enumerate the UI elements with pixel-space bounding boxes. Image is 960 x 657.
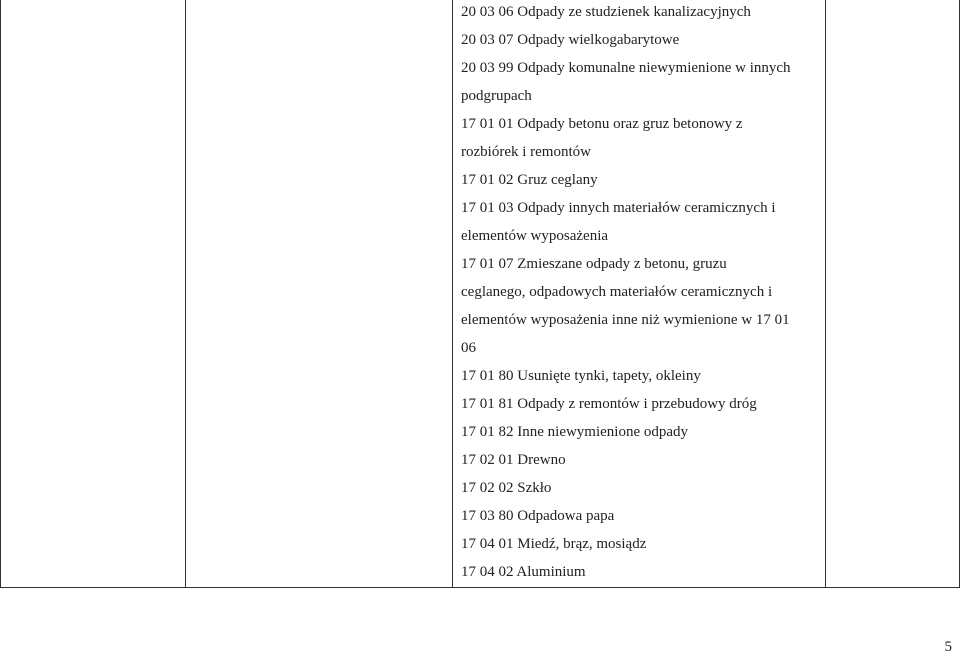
list-item: 20 03 07 Odpady wielkogabarytowe: [461, 32, 680, 48]
list-item: 17 01 01 Odpady betonu oraz gruz betonowy z: [461, 116, 743, 132]
column-divider-3: [825, 0, 826, 588]
list-item: 17 01 82 Inne niewymienione odpady: [461, 424, 689, 440]
list-item: 17 04 02 Aluminium: [461, 564, 586, 580]
list-item: elementów wyposażenia: [461, 228, 609, 244]
table-border-left: [0, 0, 1, 588]
list-item: 17 02 01 Drewno: [461, 452, 566, 468]
page-number: 5: [944, 639, 952, 655]
list-item: 17 01 80 Usunięte tynki, tapety, okleiny: [461, 368, 701, 384]
list-item: elementów wyposażenia inne niż wymienione w 17 01: [461, 312, 790, 328]
list-item: 17 04 01 Miedź, brąz, mosiądz: [461, 536, 647, 552]
list-item: ceglanego, odpadowych materiałów ceramicznych i: [461, 284, 773, 300]
column-divider-1: [185, 0, 186, 588]
list-item: 06: [461, 340, 476, 356]
list-item: 17 02 02 Szkło: [461, 480, 552, 496]
list-item: rozbiórek i remontów: [461, 144, 591, 160]
list-item: 17 01 07 Zmieszane odpady z betonu, gruzu: [461, 256, 727, 272]
list-item: 17 01 03 Odpady innych materiałów ceramicznych i: [461, 200, 776, 216]
list-item: 17 03 80 Odpadowa papa: [461, 508, 615, 524]
list-item: podgrupach: [461, 88, 532, 104]
list-item: 20 03 99 Odpady komunalne niewymienione w innych: [461, 60, 791, 76]
column-divider-2: [452, 0, 453, 588]
table-border-bottom: [0, 587, 960, 588]
list-item: 17 01 81 Odpady z remontów i przebudowy dróg: [461, 396, 757, 412]
list-item: 20 03 06 Odpady ze studzienek kanalizacyjnych: [461, 4, 751, 20]
list-item: 17 01 02 Gruz ceglany: [461, 172, 598, 188]
